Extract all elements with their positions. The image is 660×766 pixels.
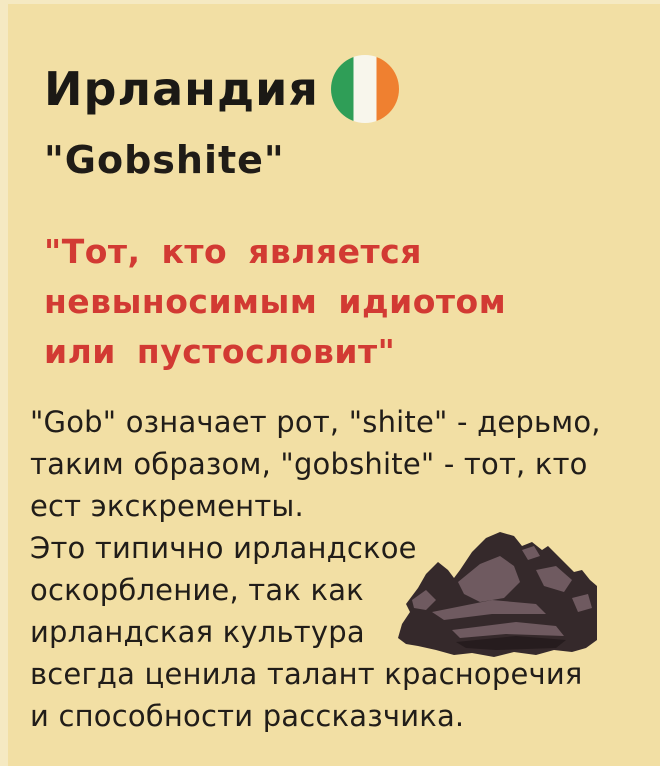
body-line: всегда ценила талант красноречия xyxy=(30,657,583,691)
definition-line: "Тот, кто является xyxy=(44,232,422,271)
frame-left-strip xyxy=(0,0,8,766)
body-line: оскорбление, так как xyxy=(30,573,364,607)
title-row xyxy=(44,55,399,123)
body-line: ест экскременты. xyxy=(30,489,304,523)
ireland-flag-icon xyxy=(331,55,399,123)
body-line: и способности рассказчика. xyxy=(30,699,465,733)
country-title: Ирландия xyxy=(44,62,319,116)
coal-pile-illustration xyxy=(396,526,600,662)
definition-line: невыносимым идиотом xyxy=(44,282,507,321)
body-line: "Gob" означает рот, "shite" - дерьмо, xyxy=(30,405,601,439)
definition-block xyxy=(44,227,506,377)
term-word: "Gobshite" xyxy=(44,138,285,182)
frame-top-strip xyxy=(0,0,660,4)
definition-line: или пустословит" xyxy=(44,332,396,371)
body-line: таким образом, "gobshite" - тот, кто xyxy=(30,447,588,481)
body-line: Это типично ирландское xyxy=(30,531,417,565)
body-line: ирландская культура xyxy=(30,615,365,649)
